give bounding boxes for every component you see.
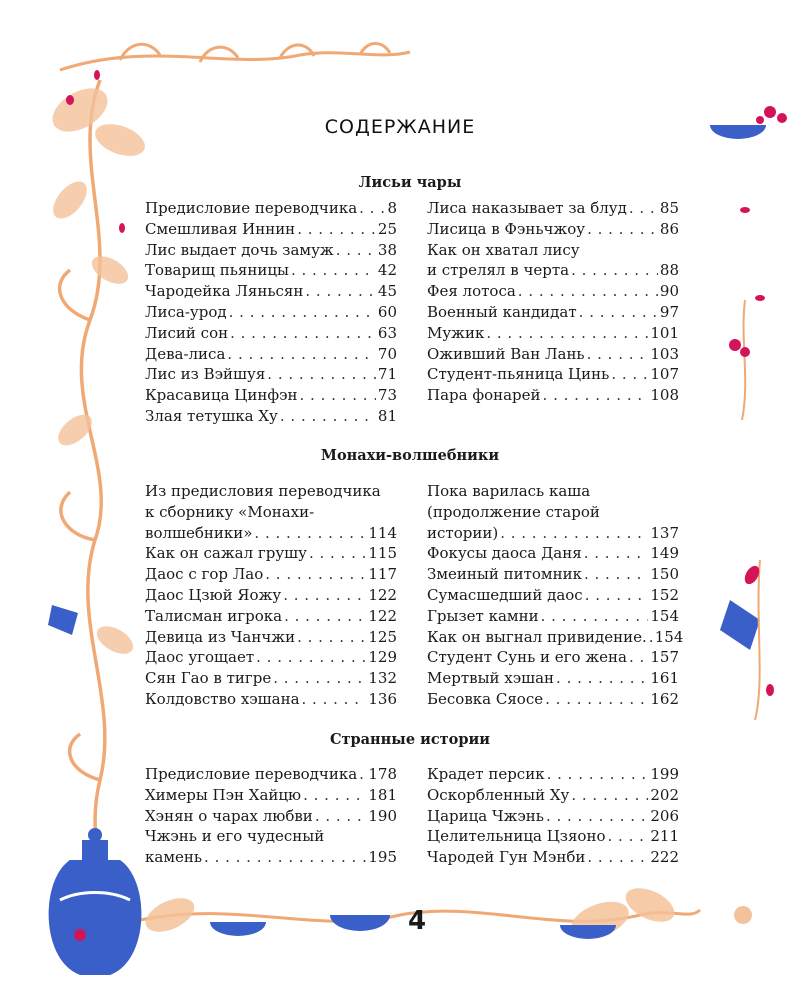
section-heading: Лисьи чары — [358, 174, 462, 191]
toc-entry[interactable]: Красавица Цинфэн . . . 73 — [145, 385, 397, 406]
toc-column-right — [427, 198, 679, 406]
toc-entry-line[interactable]: Чжэнь и его чудесный — [145, 827, 325, 846]
toc-entry[interactable]: Талисман игрока . . . 122 — [145, 606, 397, 627]
toc-entry[interactable]: Фокусы даоса Даня . . . 149 — [427, 543, 679, 564]
toc-entry[interactable]: Лис из Вэйшуя . . . 71 — [145, 364, 397, 385]
toc-entry[interactable]: волшебники» . . . 114 — [145, 523, 397, 544]
toc-entry[interactable]: Чародейка Ляньсян . . . 45 — [145, 281, 397, 302]
toc-entry[interactable]: Предисловие переводчика . . . 178 — [145, 764, 397, 785]
toc-entry[interactable]: Как он сажал грушу . . . 115 — [145, 543, 397, 564]
toc-entry[interactable]: Колдовство хэшана . . . 136 — [145, 689, 397, 710]
toc-entry[interactable]: Змеиный питомник . . . 150 — [427, 564, 679, 585]
toc-entry-line[interactable]: к сборнику «Монахи- — [145, 502, 315, 521]
toc-entry[interactable]: Фея лотоса . . . 90 — [427, 281, 679, 302]
page-number: 4 — [408, 906, 427, 936]
toc-entry[interactable]: Предисловие переводчика . . . 8 — [145, 198, 397, 219]
toc-entry[interactable]: Лис выдает дочь замуж . . . 38 — [145, 240, 397, 261]
toc-entry[interactable]: Сумасшедший даос . . . 152 — [427, 585, 679, 606]
toc-entry[interactable]: Крадет персик . . . 199 — [427, 764, 679, 785]
toc-column-right — [427, 481, 684, 710]
toc-entry[interactable]: Лиса наказывает за блуд . . . 85 — [427, 198, 679, 219]
toc-entry[interactable]: Сян Гао в тигре . . . 132 — [145, 668, 397, 689]
toc-entry[interactable]: камень . . . 195 — [145, 847, 397, 868]
leaf-cluster — [45, 79, 149, 659]
toc-entry-line[interactable]: Как он хватал лису — [427, 240, 580, 259]
toc-entry[interactable]: Как он выгнал привидение. . . . 154 — [427, 627, 679, 648]
right-blossom-sprigs — [742, 300, 760, 720]
toc-entry-line[interactable]: Из предисловия переводчика — [145, 482, 381, 500]
toc-column-left — [145, 481, 397, 710]
toc-column-right — [427, 764, 679, 868]
section-heading: Монахи-волшебники — [320, 447, 500, 464]
blossom-flower — [734, 906, 752, 924]
porcelain-vase — [49, 828, 142, 975]
toc-entry-line[interactable]: (продолжение старой — [427, 502, 600, 521]
toc-entry[interactable]: и стрелял в черта . . . 88 — [427, 260, 679, 281]
toc-column-left — [145, 198, 397, 427]
toc-entry[interactable]: Мертвый хэшан . . . 161 — [427, 668, 679, 689]
toc-entry[interactable]: Даос угощает . . . 129 — [145, 647, 397, 668]
toc-entry[interactable]: Царица Чжэнь . . . 206 — [427, 806, 679, 827]
toc-entry[interactable]: Лисица в Фэньчжоу . . . 86 — [427, 219, 679, 240]
toc-entry[interactable]: Даос Цзюй Яожу . . . 122 — [145, 585, 397, 606]
toc-entry[interactable]: Бесовка Сяосе . . . 162 — [427, 689, 679, 710]
toc-entry-line[interactable]: Пока варилась каша — [427, 482, 591, 500]
toc-entry[interactable]: Оживший Ван Лань . . . 103 — [427, 344, 679, 365]
toc-entry[interactable]: Хэнян о чарах любви . . . 190 — [145, 806, 397, 827]
toc-entry[interactable]: Чародей Гун Мэнби . . . 222 — [427, 847, 679, 868]
section-heading: Странные истории — [330, 731, 490, 748]
toc-entry[interactable]: Злая тетушка Ху . . . 81 — [145, 406, 397, 427]
toc-entry[interactable]: Студент Сунь и его жена . . . 157 — [427, 647, 679, 668]
toc-entry[interactable]: Девица из Чанчжи . . . 125 — [145, 627, 397, 648]
page-title: СОДЕРЖАНИЕ — [324, 116, 476, 138]
toc-entry[interactable]: Пара фонарей . . . 108 — [427, 385, 679, 406]
toc-entry[interactable]: Студент-пьяница Цинь . . . 107 — [427, 364, 679, 385]
toc-entry[interactable]: Лисий сон . . . 63 — [145, 323, 397, 344]
toc-entry[interactable]: Целительница Цзяоно . . . 211 — [427, 826, 679, 847]
toc-entry[interactable]: истории) . . . 137 — [427, 523, 679, 544]
toc-column-left — [145, 764, 397, 868]
toc-entry[interactable]: Мужик . . . 101 — [427, 323, 679, 344]
toc-entry[interactable]: Смешливая Иннин . . . 25 — [145, 219, 397, 240]
toc-entry[interactable]: Лиса-урод . . . 60 — [145, 302, 397, 323]
toc-entry[interactable]: Дева-лиса . . . 70 — [145, 344, 397, 365]
toc-entry[interactable]: Военный кандидат . . . 97 — [427, 302, 679, 323]
toc-entry[interactable]: Химеры Пэн Хайцю . . . 181 — [145, 785, 397, 806]
toc-entry[interactable]: Грызет камни . . . 154 — [427, 606, 679, 627]
toc-entry[interactable]: Товарищ пьяницы . . . 42 — [145, 260, 397, 281]
toc-entry[interactable]: Оскорбленный Ху . . . 202 — [427, 785, 679, 806]
top-vine-ornament — [60, 43, 410, 70]
toc-entry[interactable]: Даос с гор Лао . . . 117 — [145, 564, 397, 585]
